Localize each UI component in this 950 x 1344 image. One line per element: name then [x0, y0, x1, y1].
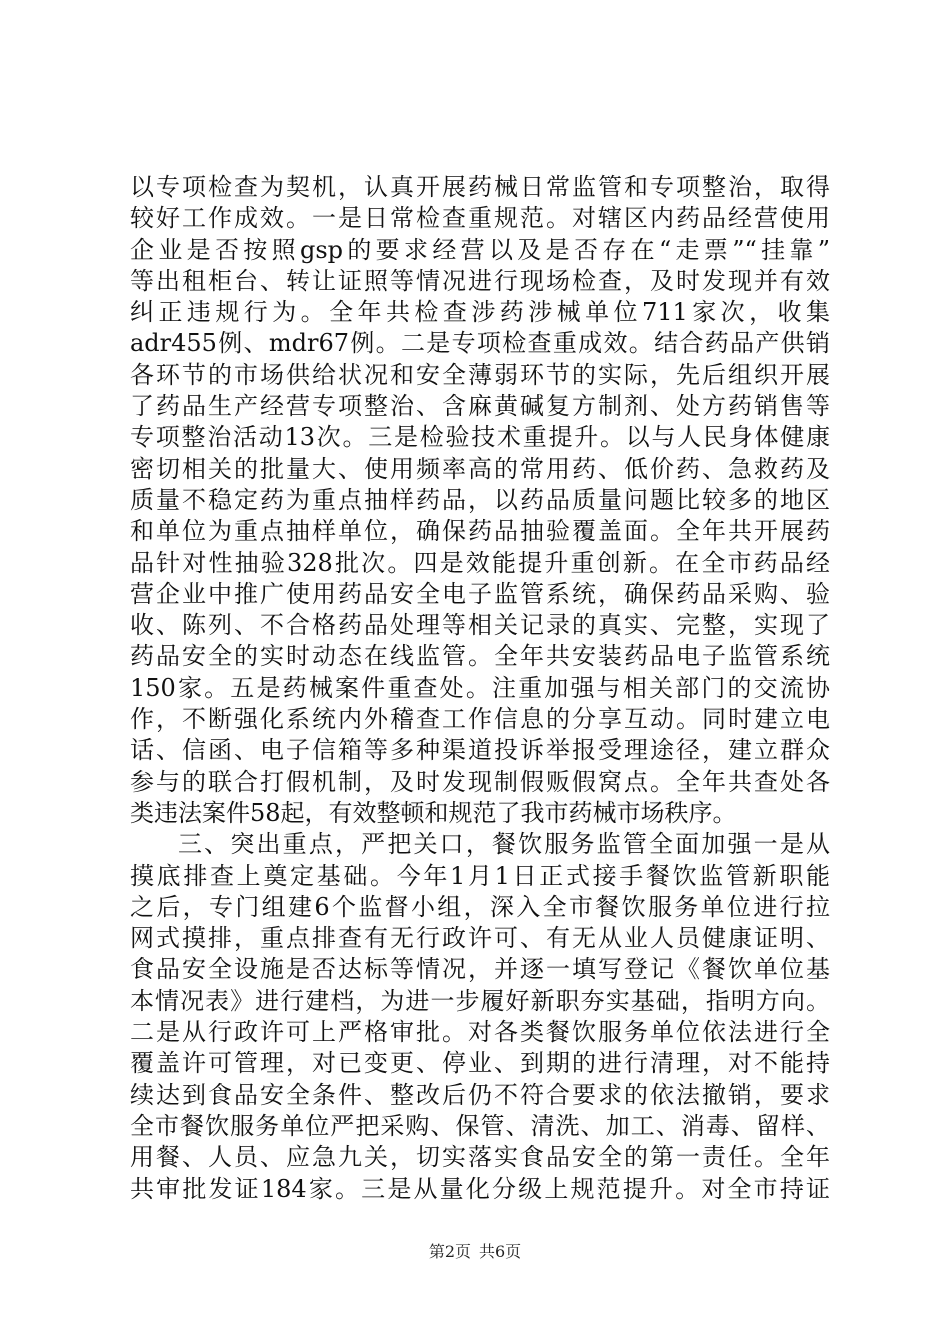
text-line: 纠正违规行为。全年共检查涉药涉械单位711家次，收集 — [130, 298, 830, 327]
text-line: 各环节的市场供给状况和安全薄弱环节的实际，先后组织开展 — [130, 360, 830, 389]
text-line: 作，不断强化系统内外稽查工作信息的分享互动。同时建立电 — [130, 705, 830, 734]
text-line: 以专项检查为契机，认真开展药械日常监管和专项整治，取得 — [130, 173, 830, 201]
body-text — [130, 172, 830, 1205]
text-line: 网式摸排，重点排查有无行政许可、有无从业人员健康证明、 — [130, 924, 830, 953]
text-line: 品针对性抽验328批次。四是效能提升重创新。在全市药品经 — [130, 548, 830, 577]
section-heading-line: 三、突出重点，严把关口，餐饮服务监管全面加强一是从 — [178, 830, 830, 859]
text-line: 二是从行政许可上严格审批。对各类餐饮服务单位依法进行全 — [130, 1018, 830, 1047]
text-line: 药品安全的实时动态在线监管。全年共安装药品电子监管系统 — [130, 642, 830, 671]
paragraph-end-line: 类违法案件58起，有效整顿和规范了我市药械市场秩序。 — [130, 798, 737, 827]
text-line: 之后，专门组建6个监督小组，深入全市餐饮服务单位进行拉 — [130, 892, 830, 921]
text-line: 较好工作成效。一是日常检查重规范。对辖区内药品经营使用 — [130, 204, 830, 233]
text-line: 营企业中推广使用药品安全电子监管系统，确保药品采购、验 — [130, 579, 830, 608]
text-line: 和单位为重点抽样单位，确保药品抽验覆盖面。全年共开展药 — [130, 517, 830, 546]
text-line: 本情况表》进行建档，为进一步履好新职夯实基础，指明方向。 — [130, 986, 830, 1015]
text-line: 专项整治活动13次。三是检验技术重提升。以与人民身体健康 — [130, 423, 830, 452]
text-line: 覆盖许可管理，对已变更、停业、到期的进行清理，对不能持 — [130, 1049, 830, 1078]
text-line: 用餐、人员、应急九关，切实落实食品安全的第一责任。全年 — [130, 1143, 830, 1172]
page-number: 第2页 — [428, 1242, 471, 1261]
text-line: 续达到食品安全条件、整改后仍不符合要求的依法撤销，要求 — [130, 1080, 830, 1109]
text-line: 共审批发证184家。三是从量化分级上规范提升。对全市持证 — [130, 1174, 830, 1203]
text-line: 150家。五是药械案件重查处。注重加强与相关部门的交流协 — [130, 673, 830, 702]
text-line: 了药品生产经营专项整治、含麻黄碱复方制剂、处方药销售等 — [130, 392, 830, 421]
text-line: 企业是否按照gsp的要求经营以及是否存在“走票”“挂靠” — [130, 235, 830, 264]
text-line: 全市餐饮服务单位严把采购、保管、清洗、加工、消毒、留样、 — [130, 1111, 830, 1140]
page-footer — [0, 1242, 950, 1262]
text-line: 等出租柜台、转让证照等情况进行现场检查，及时发现并有效 — [130, 266, 830, 295]
text-line: adr455例、mdr67例。二是专项检查重成效。结合药品产供销 — [130, 329, 830, 358]
text-line: 收、陈列、不合格药品处理等相关记录的真实、完整，实现了 — [130, 611, 830, 640]
page-total: 共6页 — [479, 1242, 522, 1261]
text-line: 摸底排查上奠定基础。今年1月1日正式接手餐饮监管新职能 — [130, 861, 830, 890]
text-line: 参与的联合打假机制，及时发现制假贩假窝点。全年共查处各 — [130, 767, 830, 796]
text-line: 质量不稳定药为重点抽样药品，以药品质量问题比较多的地区 — [130, 485, 830, 514]
text-line: 食品安全设施是否达标等情况，并逐一填写登记《餐饮单位基 — [130, 955, 830, 984]
text-line: 话、信函、电子信箱等多种渠道投诉举报受理途径，建立群众 — [130, 736, 830, 765]
text-line: 密切相关的批量大、使用频率高的常用药、低价药、急救药及 — [130, 454, 830, 483]
